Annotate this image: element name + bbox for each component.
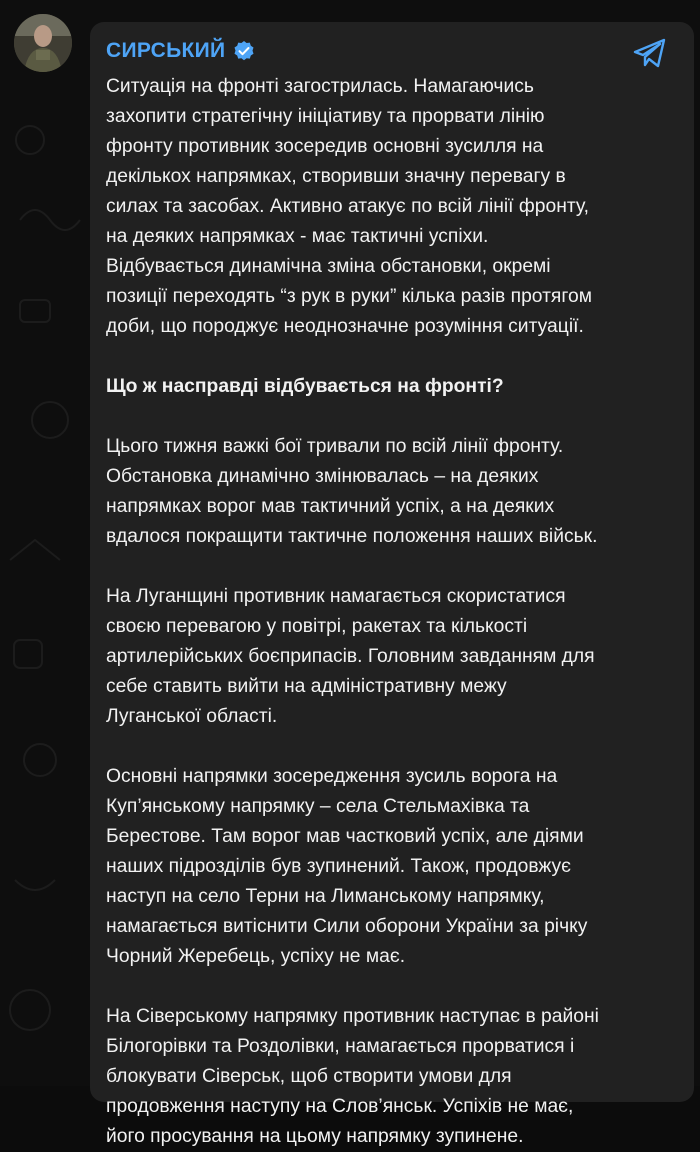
paragraph: На Сіверському напрямку противник наступає в районі Білогорівки та Роздолівки, намагається прорватися і блокувати Сіверськ, щоб створити умови для продовження наступу на Слов’янськ. Успіхів не має, його просування на цьому напрямку зупинене. — [106, 1006, 599, 1147]
telegram-share-icon[interactable] — [632, 38, 668, 68]
verified-check-icon — [233, 40, 255, 62]
paragraph: На Луганщині противник намагається скористатися своєю перевагою у повітрі, ракетах та кількості артилерійських боєприпасів. Головним завданням для себе ставить вийти на адміністративну межу Луганської області. — [106, 586, 595, 727]
paragraph: Ситуація на фронті загострилась. Намагаючись захопити стратегічну ініціативу та прорвати лінію фронту противник зосередив основні зусилля на декількох напрямках, створивши значну перевагу в силах та засобах. Активно атакує по всій лінії фронту, на деяких напрямках - має тактичні успіхи. Відбувається динамічна зміна обстановки, окремі позиції переходять “з рук в руки” кілька разів протягом доби, що породжує неоднозначне розуміння ситуації. — [106, 76, 592, 337]
paragraph: Цього тижня важкі бої тривали по всій лінії фронту. Обстановка динамічно змінювалась – на деяких напрямках ворог мав тактичний успіх, а на деяких вдалося покращити тактичне положення наших військ. — [106, 436, 598, 547]
paragraph: Основні напрямки зосередження зусиль ворога на Куп’янському напрямку – села Стельмахівка та Берестове. Там ворог мав частковий успіх, але діями наших підрозділів був зупинений. Також, продовжує наступ на село Терни на Лиманському напрямку, намагається витіснити Сили оборони України за річку Чорний Жеребець, успіху не має. — [106, 766, 588, 967]
channel-avatar[interactable] — [14, 14, 72, 72]
message-text — [106, 72, 676, 1152]
channel-name[interactable]: СИРСЬКИЙ — [106, 39, 226, 62]
section-heading: Що ж насправді відбувається на фронті? — [106, 376, 504, 397]
message-header — [106, 36, 255, 66]
